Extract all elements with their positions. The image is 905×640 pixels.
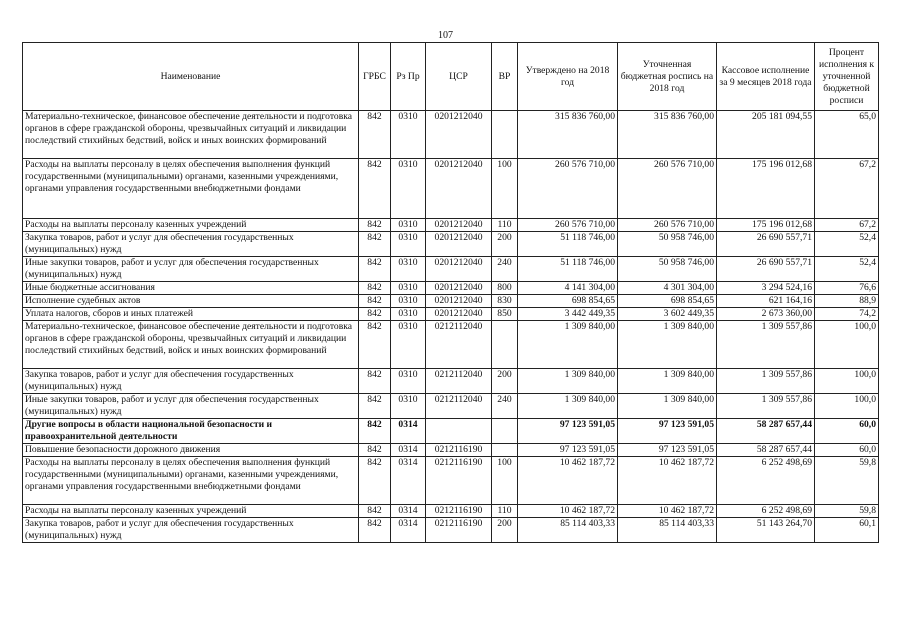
row-percent-cell: 67,2 — [815, 159, 879, 219]
header-rzpr: Рз Пр — [391, 43, 426, 111]
row-csr-cell: 0212116190 — [426, 518, 492, 543]
table-row — [23, 219, 879, 232]
row-grbs-cell: 842 — [359, 321, 391, 369]
row-name-cell: Расходы на выплаты персоналу в целях обеспечения выполнения функций государственными (муниципальными) органами, казенными учреждениями, органами управления государственными внебюджетными фондами — [23, 159, 359, 219]
row-grbs-cell: 842 — [359, 419, 391, 444]
row-cash-cell: 205 181 094,55 — [717, 111, 815, 159]
row-cash-cell: 6 252 498,69 — [717, 457, 815, 505]
row-cash-cell: 26 690 557,71 — [717, 257, 815, 282]
row-approved-cell: 4 141 304,00 — [518, 282, 618, 295]
row-cash-cell: 6 252 498,69 — [717, 505, 815, 518]
row-percent-cell: 100,0 — [815, 321, 879, 369]
row-percent-cell: 74,2 — [815, 308, 879, 321]
row-grbs-cell: 842 — [359, 505, 391, 518]
row-cash-cell: 175 196 012,68 — [717, 159, 815, 219]
row-refined-cell: 260 576 710,00 — [618, 159, 717, 219]
row-csr-cell: 0212112040 — [426, 369, 492, 394]
row-approved-cell: 698 854,65 — [518, 295, 618, 308]
row-refined-cell: 1 309 840,00 — [618, 321, 717, 369]
row-refined-cell: 698 854,65 — [618, 295, 717, 308]
row-refined-cell: 315 836 760,00 — [618, 111, 717, 159]
table-row — [23, 444, 879, 457]
row-vr-cell: 100 — [492, 457, 518, 505]
row-cash-cell: 1 309 557,86 — [717, 394, 815, 419]
row-csr-cell: 0212116190 — [426, 457, 492, 505]
row-approved-cell: 97 123 591,05 — [518, 444, 618, 457]
table-row — [23, 232, 879, 257]
table-row — [23, 505, 879, 518]
row-refined-cell: 10 462 187,72 — [618, 457, 717, 505]
row-rzpr-cell: 0314 — [391, 457, 426, 505]
row-cash-cell: 175 196 012,68 — [717, 219, 815, 232]
row-grbs-cell: 842 — [359, 394, 391, 419]
header-vr: ВР — [492, 43, 518, 111]
row-refined-cell: 4 301 304,00 — [618, 282, 717, 295]
row-csr-cell: 0212112040 — [426, 321, 492, 369]
row-rzpr-cell: 0310 — [391, 257, 426, 282]
header-cash: Кассовое исполнение за 9 месяцев 2018 года — [717, 43, 815, 111]
row-vr-cell: 110 — [492, 219, 518, 232]
row-percent-cell: 60,1 — [815, 518, 879, 543]
row-cash-cell: 3 294 524,16 — [717, 282, 815, 295]
row-cash-cell: 621 164,16 — [717, 295, 815, 308]
row-csr-cell: 0201212040 — [426, 295, 492, 308]
row-name-cell: Расходы на выплаты персоналу казенных учреждений — [23, 219, 359, 232]
row-grbs-cell: 842 — [359, 518, 391, 543]
row-refined-cell: 97 123 591,05 — [618, 444, 717, 457]
row-refined-cell: 1 309 840,00 — [618, 394, 717, 419]
row-percent-cell: 59,8 — [815, 505, 879, 518]
row-vr-cell: 100 — [492, 159, 518, 219]
table-row — [23, 321, 879, 369]
row-name-cell: Закупка товаров, работ и услуг для обеспечения государственных (муниципальных) нужд — [23, 232, 359, 257]
row-name-cell: Исполнение судебных актов — [23, 295, 359, 308]
row-grbs-cell: 842 — [359, 282, 391, 295]
row-name-cell: Закупка товаров, работ и услуг для обеспечения государственных (муниципальных) нужд — [23, 518, 359, 543]
row-name-cell: Закупка товаров, работ и услуг для обеспечения государственных (муниципальных) нужд — [23, 369, 359, 394]
table-row — [23, 295, 879, 308]
row-refined-cell: 50 958 746,00 — [618, 232, 717, 257]
row-csr-cell: 0212116190 — [426, 444, 492, 457]
row-cash-cell: 58 287 657,44 — [717, 444, 815, 457]
row-rzpr-cell: 0310 — [391, 282, 426, 295]
row-name-cell: Материально-техническое, финансовое обеспечение деятельности и подготовка органов в сфере гражданской обороны, чрезвычайных ситуаций и ликвидации последствий стихийных бедствий, войск и иных воинских формирований — [23, 111, 359, 159]
row-percent-cell: 88,9 — [815, 295, 879, 308]
row-name-cell: Иные бюджетные ассигнования — [23, 282, 359, 295]
row-percent-cell: 100,0 — [815, 394, 879, 419]
table-body — [23, 111, 879, 543]
row-grbs-cell: 842 — [359, 111, 391, 159]
row-csr-cell — [426, 419, 492, 444]
table-row — [23, 394, 879, 419]
page-number: 107 — [438, 30, 453, 41]
row-vr-cell: 850 — [492, 308, 518, 321]
row-csr-cell: 0201212040 — [426, 232, 492, 257]
row-grbs-cell: 842 — [359, 159, 391, 219]
row-vr-cell: 110 — [492, 505, 518, 518]
row-csr-cell: 0201212040 — [426, 219, 492, 232]
row-csr-cell: 0212116190 — [426, 505, 492, 518]
row-approved-cell: 315 836 760,00 — [518, 111, 618, 159]
row-cash-cell: 2 673 360,00 — [717, 308, 815, 321]
row-vr-cell — [492, 419, 518, 444]
row-rzpr-cell: 0314 — [391, 505, 426, 518]
table-row — [23, 518, 879, 543]
row-grbs-cell: 842 — [359, 232, 391, 257]
row-cash-cell: 1 309 557,86 — [717, 369, 815, 394]
table-row — [23, 308, 879, 321]
row-approved-cell: 260 576 710,00 — [518, 159, 618, 219]
row-approved-cell: 1 309 840,00 — [518, 394, 618, 419]
row-grbs-cell: 842 — [359, 219, 391, 232]
row-percent-cell: 100,0 — [815, 369, 879, 394]
row-cash-cell: 58 287 657,44 — [717, 419, 815, 444]
row-vr-cell — [492, 321, 518, 369]
row-cash-cell: 51 143 264,70 — [717, 518, 815, 543]
row-rzpr-cell: 0310 — [391, 111, 426, 159]
row-grbs-cell: 842 — [359, 295, 391, 308]
row-rzpr-cell: 0310 — [391, 394, 426, 419]
row-csr-cell: 0201212040 — [426, 257, 492, 282]
row-name-cell: Другие вопросы в области национальной безопасности и правоохранительной деятельности — [23, 419, 359, 444]
row-refined-cell: 85 114 403,33 — [618, 518, 717, 543]
row-vr-cell: 800 — [492, 282, 518, 295]
row-rzpr-cell: 0310 — [391, 369, 426, 394]
row-percent-cell: 67,2 — [815, 219, 879, 232]
row-name-cell: Иные закупки товаров, работ и услуг для обеспечения государственных (муниципальных) нужд — [23, 394, 359, 419]
row-grbs-cell: 842 — [359, 257, 391, 282]
table-row — [23, 419, 879, 444]
row-refined-cell: 50 958 746,00 — [618, 257, 717, 282]
row-rzpr-cell: 0310 — [391, 232, 426, 257]
row-name-cell: Расходы на выплаты персоналу казенных учреждений — [23, 505, 359, 518]
header-refined: Уточненная бюджетная роспись на 2018 год — [618, 43, 717, 111]
row-vr-cell — [492, 111, 518, 159]
row-csr-cell: 0201212040 — [426, 308, 492, 321]
row-percent-cell: 60,0 — [815, 444, 879, 457]
header-name: Наименование — [23, 43, 359, 111]
row-rzpr-cell: 0310 — [391, 295, 426, 308]
row-percent-cell: 76,6 — [815, 282, 879, 295]
header-grbs: ГРБС — [359, 43, 391, 111]
row-grbs-cell: 842 — [359, 308, 391, 321]
row-approved-cell: 260 576 710,00 — [518, 219, 618, 232]
row-approved-cell: 10 462 187,72 — [518, 457, 618, 505]
row-approved-cell: 51 118 746,00 — [518, 257, 618, 282]
row-approved-cell: 51 118 746,00 — [518, 232, 618, 257]
row-approved-cell: 1 309 840,00 — [518, 369, 618, 394]
row-grbs-cell: 842 — [359, 369, 391, 394]
row-rzpr-cell: 0314 — [391, 518, 426, 543]
table-row — [23, 111, 879, 159]
row-rzpr-cell: 0314 — [391, 444, 426, 457]
row-rzpr-cell: 0310 — [391, 159, 426, 219]
row-percent-cell: 52,4 — [815, 257, 879, 282]
row-grbs-cell: 842 — [359, 444, 391, 457]
row-percent-cell: 65,0 — [815, 111, 879, 159]
row-vr-cell: 240 — [492, 394, 518, 419]
header-approved: Утверждено на 2018 год — [518, 43, 618, 111]
row-refined-cell: 97 123 591,05 — [618, 419, 717, 444]
row-csr-cell: 0212112040 — [426, 394, 492, 419]
row-percent-cell: 60,0 — [815, 419, 879, 444]
row-rzpr-cell: 0314 — [391, 419, 426, 444]
row-vr-cell: 200 — [492, 232, 518, 257]
row-refined-cell: 260 576 710,00 — [618, 219, 717, 232]
table-row — [23, 159, 879, 219]
row-cash-cell: 1 309 557,86 — [717, 321, 815, 369]
row-csr-cell: 0201212040 — [426, 111, 492, 159]
header-percent: Процент исполнения к уточненной бюджетной росписи — [815, 43, 879, 111]
row-vr-cell: 200 — [492, 369, 518, 394]
row-vr-cell: 240 — [492, 257, 518, 282]
row-csr-cell: 0201212040 — [426, 282, 492, 295]
table-header-row — [23, 43, 879, 111]
row-rzpr-cell: 0310 — [391, 219, 426, 232]
row-percent-cell: 59,8 — [815, 457, 879, 505]
row-name-cell: Расходы на выплаты персоналу в целях обеспечения выполнения функций государственными (муниципальными) органами, казенными учреждениями, органами управления государственными внебюджетными фондами — [23, 457, 359, 505]
row-vr-cell: 830 — [492, 295, 518, 308]
table-row — [23, 257, 879, 282]
row-refined-cell: 1 309 840,00 — [618, 369, 717, 394]
header-csr: ЦСР — [426, 43, 492, 111]
row-name-cell: Уплата налогов, сборов и иных платежей — [23, 308, 359, 321]
row-name-cell: Материально-техническое, финансовое обеспечение деятельности и подготовка органов в сфере гражданской обороны, чрезвычайных ситуаций и ликвидации последствий стихийных бедствий, войск и иных воинских формирований — [23, 321, 359, 369]
budget-execution-table — [22, 42, 879, 543]
row-rzpr-cell: 0310 — [391, 321, 426, 369]
row-vr-cell: 200 — [492, 518, 518, 543]
row-approved-cell: 97 123 591,05 — [518, 419, 618, 444]
table-row — [23, 282, 879, 295]
table-row — [23, 457, 879, 505]
row-approved-cell: 85 114 403,33 — [518, 518, 618, 543]
row-approved-cell: 10 462 187,72 — [518, 505, 618, 518]
row-rzpr-cell: 0310 — [391, 308, 426, 321]
row-approved-cell: 1 309 840,00 — [518, 321, 618, 369]
row-name-cell: Иные закупки товаров, работ и услуг для обеспечения государственных (муниципальных) нужд — [23, 257, 359, 282]
row-percent-cell: 52,4 — [815, 232, 879, 257]
table-row — [23, 369, 879, 394]
row-refined-cell: 3 602 449,35 — [618, 308, 717, 321]
row-refined-cell: 10 462 187,72 — [618, 505, 717, 518]
row-grbs-cell: 842 — [359, 457, 391, 505]
row-vr-cell — [492, 444, 518, 457]
row-name-cell: Повышение безопасности дорожного движения — [23, 444, 359, 457]
row-approved-cell: 3 442 449,35 — [518, 308, 618, 321]
row-csr-cell: 0201212040 — [426, 159, 492, 219]
row-cash-cell: 26 690 557,71 — [717, 232, 815, 257]
